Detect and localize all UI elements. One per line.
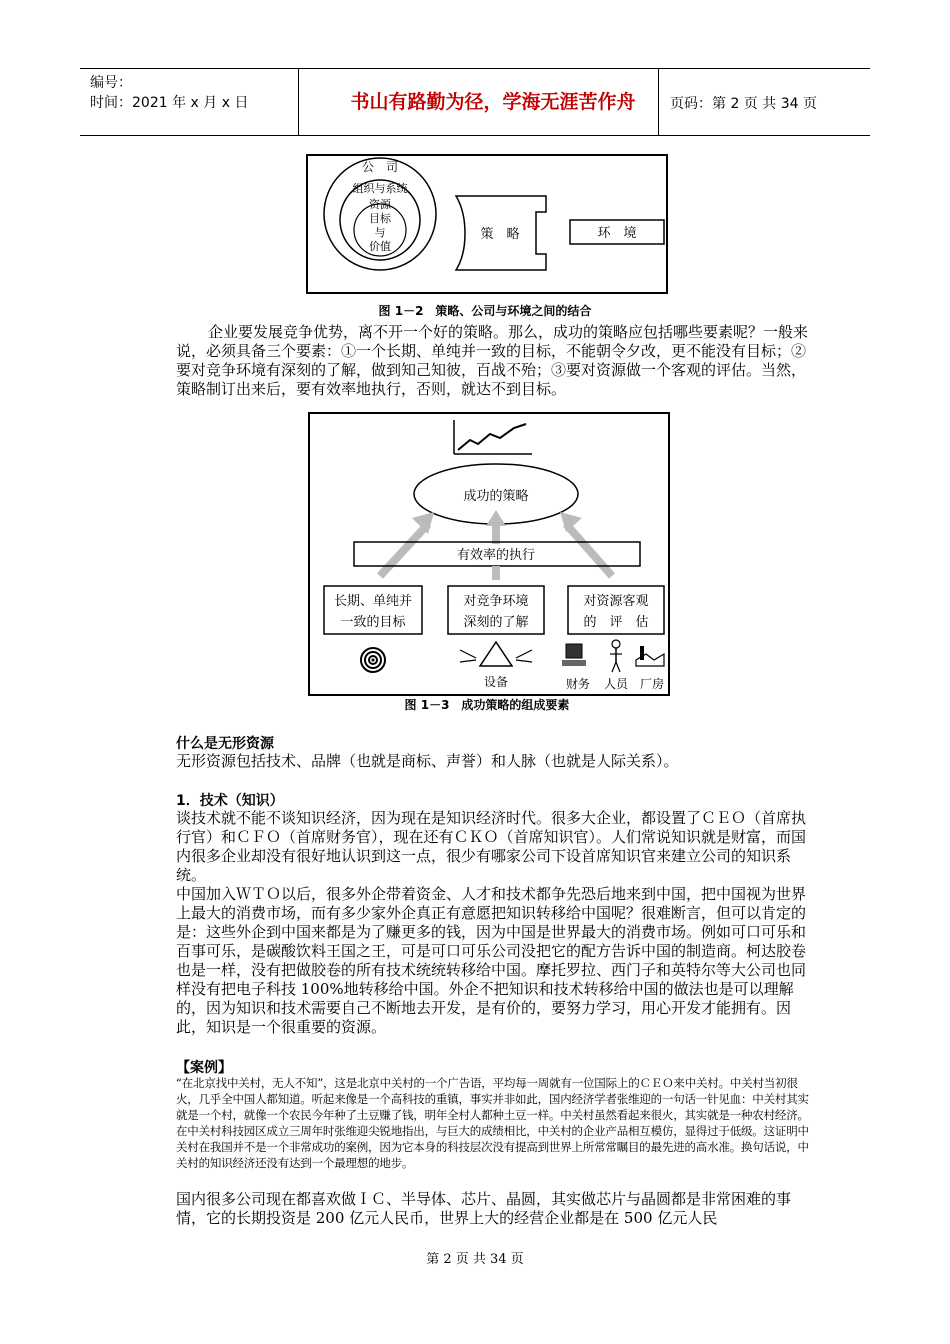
res-box-line2: 的 评 估	[583, 615, 649, 630]
execution-label: 有效率的执行	[456, 548, 536, 563]
person-icon	[610, 640, 622, 672]
header-meta	[90, 73, 248, 113]
org-system-label: 组织与系统	[352, 182, 408, 195]
section-title: 什么是无形资源	[176, 736, 274, 752]
header-page-info: 页码：第 2 页 共 34 页	[670, 96, 817, 112]
environment-label: 环 境	[597, 226, 637, 241]
intangible-intro: 无形资源包括技术、品牌（也就是商标、声誉）和人脉（也就是人际关系）。	[176, 752, 679, 770]
goal-label: 目标	[369, 212, 391, 225]
chip-paragraph: 国内很多公司现在都喜欢做ＩＣ、半导体、芯片、晶圆，其实做芯片与晶圆都是非常困难的事情，它的长期投资是 200 亿元人民币，世界上大的经营企业都是在 500 亿元人民	[176, 1190, 792, 1227]
case-heading: 【案例】	[176, 1060, 232, 1076]
figure1-diagram	[308, 156, 666, 292]
resources-label: 资源	[369, 198, 391, 211]
time-label: 时间：2021 年 x 月 x 日	[90, 95, 249, 111]
page-header	[80, 68, 870, 136]
figure-strategy-company-environment	[306, 154, 668, 294]
arrow-center-up-icon	[486, 510, 506, 526]
factory-icon	[636, 646, 664, 666]
computer-icon	[562, 644, 586, 666]
arrow-right-shaft	[566, 524, 612, 576]
figure1-caption: 图 1－2 策略、公司与环境之间的结合	[378, 304, 592, 318]
page-footer: 第 2 页 共 34 页	[426, 1252, 524, 1267]
target-icon	[361, 648, 385, 672]
equipment-triangle-icon	[460, 642, 532, 666]
value-label: 价值	[369, 240, 391, 253]
res-box-line1: 对资源客观	[583, 594, 649, 609]
figure2-diagram	[310, 414, 668, 694]
figure2-caption: 图 1－3 成功策略的组成要素	[404, 698, 570, 712]
serial-label: 编号：	[90, 75, 132, 91]
header-divider	[298, 69, 299, 135]
strategy-paragraph: 企业要发展竞争优势，离不开一个好的策略。那么，成功的策略应包括哪些要素呢？一般来说，必须具备三个要素：①一个长期、单纯并一致的目标，不能朝令夕改，更不能没有目标；②要对竞争环境有深刻的了解，做到知己知彼，百战不殆；③要对资源做一个客观的评估。当然，策略制订出来后，要有效率地执行，否则，就达不到目标。	[176, 323, 809, 398]
arrow-center-lower	[492, 566, 500, 580]
strategy-label: 策 略	[480, 227, 520, 242]
goal-box-line2: 一致的目标	[340, 615, 406, 630]
factory-label: 厂房	[639, 677, 665, 691]
arrow-left-shaft	[380, 524, 428, 576]
company-label: 公 司	[361, 160, 399, 174]
tech-paragraph-1: 谈技术就不能不谈知识经济，因为现在是知识经济时代。很多大企业，都设置了ＣＥＯ（首席执行官）和ＣＦＯ（首席财务官），现在还有ＣＫＯ（首席知识官）。人们常说知识就是财富，而国内很多企业却没有很好地认识到这一点，很少有哪家公司下设首席知识官来建立公司的知识系统。	[176, 809, 807, 884]
case-text: “在北京找中关村，无人不知”，这是北京中关村的一个广告语，平均每一周就有一位国际上的ＣＥＯ来中关村。中关村当初很火，几乎全中国人都知道。听起来像是一个高科技的重镇，事实并非如此，国内经济学者张维迎的一句话一针见血：中关村其实就是一个村，就像一个农民今年种了土豆赚了钱，明年全村人都种土豆一样。中关村虽然看起来很火，其实就是一种农村经济。在中关村科技园区成立三周年时张维迎尖锐地指出，与巨大的成绩相比，中关村的企业产品相互模仿，显得过于低级。这证明中关村在我国并不是一个非常成功的案例，因为它本身的科技层次没有提高到世界上所常常瞩目的最先进的高水准。换句话说，中关村的知识经济还没有达到一个最理想的地步。	[176, 1076, 809, 1170]
figure-success-strategy	[308, 412, 670, 696]
arrow-left-up-icon	[376, 512, 434, 574]
tech-paragraph-2: 中国加入ＷＴＯ以后，很多外企带着资金、人才和技术都争先恐后地来到中国，把中国视为世界上最大的消费市场，而有多少家外企真正有意愿把知识转移给中国呢？很难断言，但可以肯定的是：这些外企到中国来都是为了赚更多的钱，因为中国是世界最大的消费市场。例如可口可乐和百事可乐，是碳酸饮料王国之王，可是可口可乐公司没把它的配方告诉中国的制造商。柯达胶卷也是一样，没有把做胶卷的所有技术统统转移给中国。摩托罗拉、西门子和英特尔等大公司也同样没有把电子科技 100%地转移给中国。外企不把知识和技术转移给中国的做法也是可以理解的，因为知识和技术需要自己不断地去开发，是有价的，要努力学习，用心开发才能拥有。因此，知识是一个很重要的资源。	[176, 885, 807, 1036]
growth-chart-icon	[454, 420, 532, 454]
tech-heading: 1．技术（知识）	[176, 793, 284, 809]
people-label: 人员	[603, 677, 629, 691]
header-motto: 书山有路勤为径，学海无涯苦作舟	[350, 91, 636, 113]
env-box-line1: 对竞争环境	[463, 594, 529, 609]
success-label: 成功的策略	[463, 489, 529, 504]
env-box-line2: 深刻的了解	[463, 615, 529, 630]
and-label: 与	[374, 226, 386, 239]
equipment-label: 设备	[483, 675, 509, 689]
goal-box-line1: 长期、单纯并	[333, 594, 413, 609]
arrow-center-shaft	[492, 524, 500, 544]
finance-label: 财务	[565, 677, 591, 691]
